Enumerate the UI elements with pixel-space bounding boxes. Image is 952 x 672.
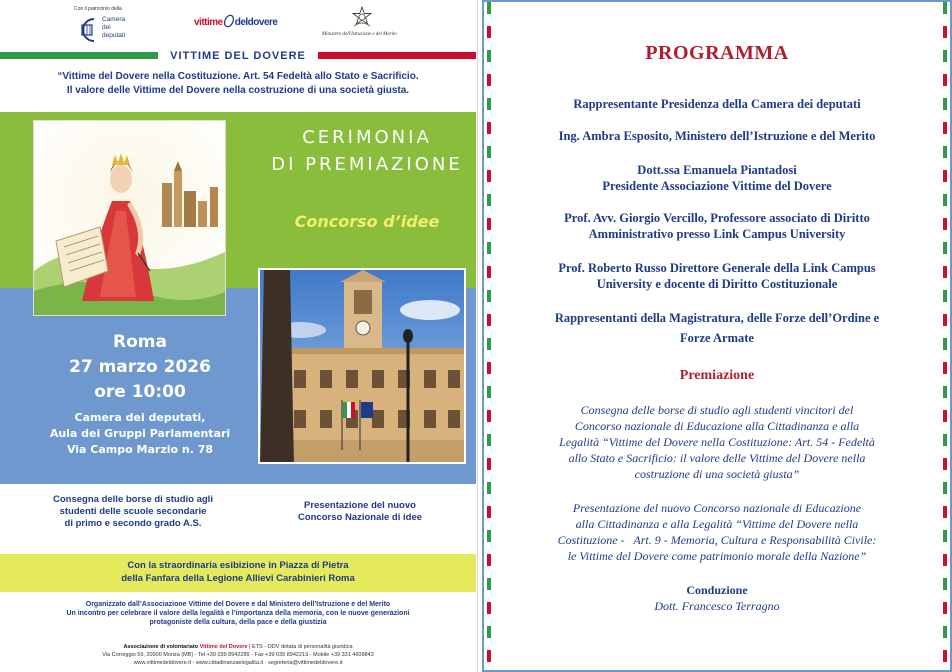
- stripe-segment: [943, 470, 947, 482]
- speaker-item: Dott.ssa Emanuela Piantadosi Presidente Associazione Vittime del Dovere: [602, 163, 832, 193]
- speaker-item: Prof. Roberto Russo Direttore Generale della Link Campus University e docente di Diritto Costituzionale: [558, 261, 876, 291]
- stripe-segment: [943, 518, 947, 530]
- awards-section-title: Premiazione: [679, 368, 755, 383]
- stripe-segment: [487, 338, 491, 350]
- host-name: Dott. Francesco Terragno: [654, 599, 780, 613]
- stripe-segment: [487, 278, 491, 290]
- stripe-segment: [943, 74, 947, 86]
- stripe-segment: [943, 554, 947, 566]
- stripe-segment: [943, 458, 947, 470]
- stripe-segment: [487, 530, 491, 542]
- tricolor-stripe-left: [487, 2, 491, 672]
- awards-description: Consegna delle borse di studio agli studenti vincitori del Concorso nazionale di Educazione alla Cittadinanza e alla Legalità “Vittime del Dovere nella Costituzione: Art. 54 - Fedeltà allo Stato e Sacrificio: il valore delle Vittime del Dovere nella costruzione di una società giusta”: [559, 403, 875, 481]
- fold-divider: [477, 0, 478, 672]
- stripe-segment: [487, 146, 491, 158]
- stripe-segment: [487, 506, 491, 518]
- contest-presentation-info: Presentazione del nuovo Concorso Nazionale di idee: [297, 500, 423, 523]
- stripe-segment: [487, 2, 491, 14]
- stripe-segment: [487, 182, 491, 194]
- parliament-building-image: [260, 270, 466, 464]
- italian-republic-emblem-icon: [352, 6, 372, 28]
- stripe-segment: [487, 26, 491, 38]
- stripe-segment: [487, 266, 491, 278]
- stripe-segment: [487, 470, 491, 482]
- stripe-segment: [943, 98, 947, 110]
- stripe-segment: [943, 86, 947, 98]
- stripe-segment: [487, 554, 491, 566]
- stripe-segment: [943, 446, 947, 458]
- stripe-segment: [943, 278, 947, 290]
- stripe-segment: [943, 122, 947, 134]
- stripe-segment: [487, 398, 491, 410]
- stripe-segment: [487, 518, 491, 530]
- stripe-segment: [943, 542, 947, 554]
- stripe-segment: [487, 194, 491, 206]
- stripe-segment: [487, 14, 491, 26]
- stripe-segment: [943, 182, 947, 194]
- stripe-segment: [943, 494, 947, 506]
- vittime-del-dovere-logo: vittime deldovere: [194, 14, 284, 36]
- stripe-segment: [943, 326, 947, 338]
- stripe-segment: [943, 242, 947, 254]
- stripe-segment: [943, 170, 947, 182]
- stripe-segment: [943, 650, 947, 662]
- stripe-segment: [943, 398, 947, 410]
- ministry-name: Ministero dell'Istruzione e del Merito: [322, 32, 397, 37]
- association-footer: Associazione di volontariato Vittime del Dovere | ETS - ODV dotata di personalità giuridica Via Correggio 59, 20900 Monza (MB) - Tel +39 039 8942289 - Fax +39 039 8942219 - Mobile +39 331 4609843 www.vittimedeldovere.it - www.cittadinanzaelegalita.it - segreteria@vittimedeldovere.it: [102, 644, 374, 666]
- stripe-segment: [943, 110, 947, 122]
- event-activities: [0, 484, 476, 554]
- stripe-segment: [943, 350, 947, 362]
- event-motto: “Vittime del Dovere nella Costituzione. Art. 54 Fedeltà allo Stato e Sacrificio. Il valore delle Vittime del Dovere nella costruzione di una società giusta.: [57, 71, 419, 96]
- tricolor-stripe-right: [943, 2, 947, 672]
- palazzo-photo: [258, 268, 466, 464]
- stripe-segment: [487, 218, 491, 230]
- stripe-segment: [487, 662, 491, 672]
- stripe-segment: [487, 230, 491, 242]
- stripe-segment: [487, 122, 491, 134]
- stripe-segment: [943, 2, 947, 14]
- contest-subtitle: Concorso d’idee: [294, 212, 440, 231]
- event-city: Roma: [113, 332, 167, 352]
- stripe-segment: [487, 290, 491, 302]
- stripe-segment: [487, 206, 491, 218]
- stripe-segment: [487, 542, 491, 554]
- illustration-image: [33, 120, 226, 316]
- stripe-segment: [487, 422, 491, 434]
- stripe-segment: [487, 302, 491, 314]
- stripe-segment: [943, 266, 947, 278]
- stripe-segment: [487, 134, 491, 146]
- speaker-item: Rappresentanti della Magistratura, delle Forze dell’Ordine e Forze Armate: [554, 311, 880, 345]
- event-time: ore 10:00: [94, 382, 186, 402]
- stripe-segment: [487, 326, 491, 338]
- woman-with-scroll-illustration: [34, 121, 226, 316]
- stripe-segment: [943, 614, 947, 626]
- speaker-item: Prof. Avv. Giorgio Vercillo, Professore associato di Diritto Amministrativo presso Link Campus University: [564, 211, 870, 241]
- stripe-segment: [943, 626, 947, 638]
- event-date: 27 marzo 2026: [69, 357, 211, 377]
- stripe-segment: [943, 254, 947, 266]
- stripe-segment: [487, 650, 491, 662]
- stripe-segment: [943, 26, 947, 38]
- swoosh-icon: [223, 14, 235, 28]
- stripe-segment: [943, 482, 947, 494]
- stripe-segment: [943, 230, 947, 242]
- new-contest-description: Presentazione del nuovo Concorso nazionale di Educazione alla Cittadinanza e alla Legalità “Vittime del Dovere nella Costituzione - Art. 9 - Memoria, Cultura e Responsabilità Civile: le Vittime del Dovere come patrimonio morale della Nazione”: [557, 501, 877, 563]
- scholarship-info: Consegna delle borse di studio agli studenti delle scuole secondarie di primo e secondo grado A.S.: [53, 494, 213, 529]
- stripe-segment: [487, 254, 491, 266]
- stripe-segment: [487, 350, 491, 362]
- stripe-segment: [943, 14, 947, 26]
- ceremony-title: CERIMONIA DI PREMIAZIONE: [271, 127, 463, 175]
- stripe-segment: [943, 218, 947, 230]
- stripe-segment: [487, 482, 491, 494]
- stripe-segment: [487, 170, 491, 182]
- organizer-text: Organizzato dall’Associazione Vittime del Dovere e dal Ministero dell’Istruzione e del Merito Un incontro per celebrare il valore della legalità e l’importanza della memoria, con le nuove generazioni protagoniste della cultura, della pace e della giustizia: [66, 601, 410, 626]
- camera-emblem-icon: [74, 15, 100, 45]
- stripe-segment: [943, 146, 947, 158]
- program-title: PROGRAMMA: [645, 42, 789, 64]
- stripe-segment: [487, 386, 491, 398]
- ministry-logo: [322, 6, 422, 46]
- stripe-segment: [487, 74, 491, 86]
- stripe-segment: [943, 134, 947, 146]
- stripe-segment: [487, 434, 491, 446]
- stripe-segment: [943, 194, 947, 206]
- stripe-segment: [943, 386, 947, 398]
- stripe-segment: [487, 494, 491, 506]
- stripe-segment: [943, 434, 947, 446]
- stripe-segment: [487, 458, 491, 470]
- stripe-segment: [943, 662, 947, 672]
- patronage-text: Con il patrocinio della: [74, 6, 122, 12]
- stripe-segment: [943, 338, 947, 350]
- stripe-segment: [487, 314, 491, 326]
- stripe-segment: [487, 86, 491, 98]
- stripe-segment: [943, 422, 947, 434]
- stripe-segment: [487, 614, 491, 626]
- event-datetime: [40, 330, 240, 405]
- stripe-segment: [943, 206, 947, 218]
- stripe-segment: [487, 410, 491, 422]
- stripe-segment: [943, 302, 947, 314]
- stripe-segment: [943, 410, 947, 422]
- stripe-segment: [943, 530, 947, 542]
- stripe-segment: [487, 98, 491, 110]
- stripe-segment: [943, 566, 947, 578]
- stripe-segment: [943, 638, 947, 650]
- stripe-segment: [487, 638, 491, 650]
- speaker-item: Rappresentante Presidenza della Camera dei deputati: [573, 97, 861, 111]
- program-page: [482, 0, 952, 672]
- stripe-segment: [943, 290, 947, 302]
- stripe-segment: [487, 566, 491, 578]
- stripe-segment: [487, 446, 491, 458]
- stripe-segment: [487, 110, 491, 122]
- host-section-title: Conduzione: [686, 583, 748, 597]
- camera-name: Camera dei deputati: [102, 16, 126, 39]
- stripe-segment: [943, 314, 947, 326]
- speaker-item: Ing. Ambra Esposito, Ministero dell’Istruzione e del Merito: [558, 129, 876, 143]
- logo-header: [0, 0, 476, 50]
- camera-deputati-logo: [72, 6, 162, 46]
- fanfara-banner: Con la straordinaria esibizione in Piazza di Pietra della Fanfara della Legione Allievi Carabinieri Roma: [0, 554, 476, 592]
- stripe-segment: [487, 242, 491, 254]
- stripe-segment: [487, 626, 491, 638]
- association-title: VITTIME DEL DOVERE: [0, 50, 476, 62]
- event-venue: Camera dei deputati, Aula dei Gruppi Parlamentari Via Campo Marzio n. 78: [49, 411, 231, 456]
- stripe-segment: [943, 158, 947, 170]
- stripe-segment: [943, 506, 947, 518]
- stripe-segment: [487, 158, 491, 170]
